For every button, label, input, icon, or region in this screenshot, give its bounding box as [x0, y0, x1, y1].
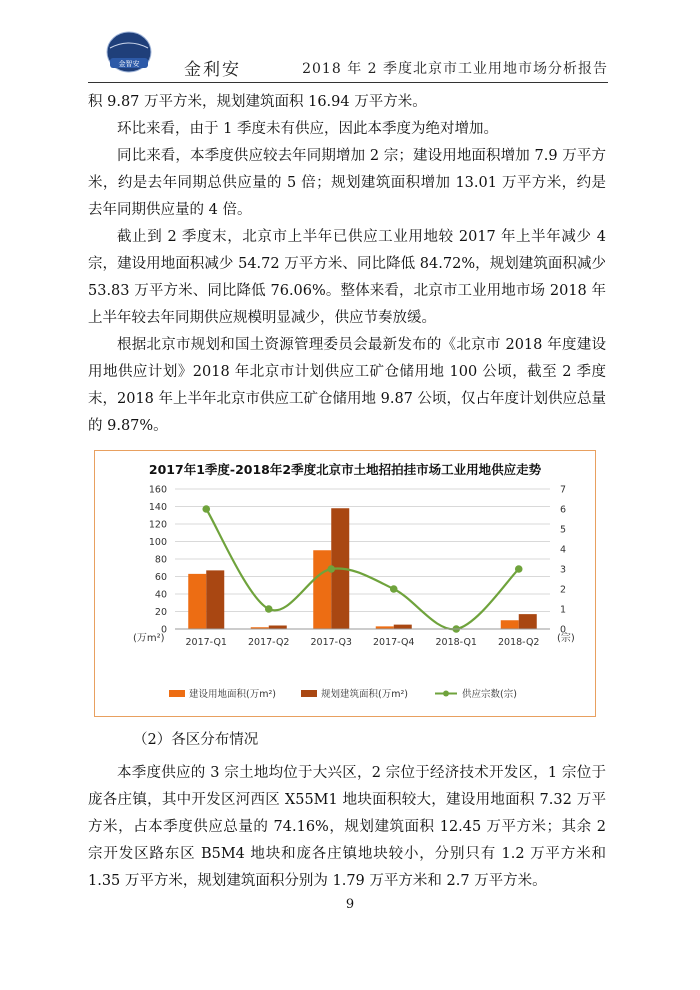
- paragraph-half-year: 截止到 2 季度末，北京市上半年已供应工业用地较 2017 年上半年减少 4 宗，建设用地面积减少 54.72 万平方米、同比降低 84.72%，规划建筑面积减少 53.83 万平方米、同比降低 76.06%。整体来看，北京市工业用地市场 2018 年上半年较去年同期供应规模明显减少，供应节奏放缓。: [88, 229, 606, 326]
- legend-building-area: 规划建筑面积(万m²): [321, 689, 408, 700]
- left-tick-label: 160: [148, 484, 167, 496]
- x-tick-label: 2017-Q1: [185, 637, 227, 648]
- legend-count: 供应宗数(宗): [462, 689, 517, 700]
- left-tick-label: 140: [148, 502, 167, 513]
- count-marker: [265, 605, 273, 613]
- bar-building-area: [519, 614, 537, 629]
- right-tick-label: 0: [560, 624, 567, 636]
- body-text-bottom: [88, 760, 606, 895]
- count-marker: [515, 565, 523, 573]
- section-heading: （2）各区分布情况: [133, 732, 259, 748]
- legend-swatch-building-area: [301, 690, 317, 697]
- left-tick-label: 80: [154, 554, 167, 566]
- chart-legend: [169, 688, 517, 700]
- body-text-top: [88, 89, 606, 440]
- chart-svg: [95, 451, 595, 716]
- left-tick-label: 60: [154, 572, 167, 583]
- report-title: 2018 年 2 季度北京市工业用地市场分析报告: [302, 61, 608, 77]
- right-tick-label: 3: [560, 564, 567, 576]
- left-tick-label: 120: [148, 519, 167, 531]
- right-tick-label: 6: [560, 504, 567, 516]
- left-tick-label: 20: [154, 607, 167, 618]
- right-tick-label: 5: [560, 524, 567, 536]
- count-marker: [327, 565, 335, 573]
- brand-name: 金利安: [184, 60, 241, 80]
- count-marker: [390, 585, 398, 593]
- page-number: 9: [345, 897, 355, 912]
- paragraph-yoy: 同比来看，本季度供应较去年同期增加 2 宗；建设用地面积增加 7.9 万平方米，约是去年同期总供应量的 5 倍；规划建筑面积增加 13.01 万平方米，约是去年同期供应量的 4 倍。: [88, 148, 606, 218]
- x-tick-label: 2017-Q3: [310, 637, 352, 648]
- logo-text: 金智安: [118, 60, 140, 68]
- right-tick-label: 7: [560, 484, 567, 496]
- paragraph-plan: 根据北京市规划和国土资源管理委员会最新发布的《北京市 2018 年度建设用地供应计划》2018 年北京市计划供应工矿仓储用地 100 公顷，截至 2 季度末，2018 年上半年北京市供应工矿仓储用地 9.87 公顷，仅占年度计划供应总量的 9.87%。: [88, 337, 607, 434]
- bar-building-area: [269, 626, 287, 630]
- company-logo: [104, 30, 154, 76]
- page-header: [88, 30, 608, 84]
- left-tick-label: 0: [160, 624, 167, 636]
- x-tick-label: 2017-Q4: [373, 637, 415, 648]
- paragraph-continuation: 积 9.87 万平方米，规划建筑面积 16.94 万平方米。: [88, 94, 427, 110]
- supply-trend-chart: [94, 450, 596, 717]
- chart-title: 2017年1季度-2018年2季度北京市土地招拍挂市场工业用地供应走势: [148, 462, 542, 477]
- x-tick-label: 2018-Q2: [498, 637, 540, 648]
- bar-building-area: [206, 570, 224, 629]
- legend-swatch-land-area: [169, 690, 185, 697]
- bar-land-area: [188, 574, 206, 629]
- header-divider: [88, 82, 608, 83]
- x-tick-label: 2017-Q2: [248, 637, 290, 648]
- count-marker: [202, 505, 210, 513]
- left-tick-label: 40: [154, 589, 167, 601]
- right-axis-unit: (宗): [557, 633, 575, 644]
- bar-building-area: [394, 625, 412, 629]
- legend-land-area: 建设用地面积(万m²): [189, 689, 276, 700]
- bar-land-area: [501, 620, 519, 629]
- right-tick-label: 4: [560, 544, 567, 556]
- paragraph-district: 本季度供应的 3 宗土地均位于大兴区，2 宗位于经济技术开发区，1 宗位于庞各庄镇，其中开发区河西区 X55M1 地块面积较大，建设用地面积 7.32 万平方米，占本季度供应总量的 74.16%，规划建筑面积 12.45 万平方米；其余 2 宗开发区路东区 B5M4 地块和庞各庄镇地块较小，分别只有 1.2 万平方米和 1.35 万平方米，规划建筑面积分别为 1.79 万平方米和 2.7 万平方米。: [88, 765, 606, 889]
- left-tick-label: 100: [148, 537, 167, 548]
- right-tick-label: 1: [560, 604, 567, 616]
- left-axis-unit: (万m²): [133, 633, 165, 644]
- bar-land-area: [313, 550, 331, 629]
- x-tick-label: 2018-Q1: [435, 637, 477, 648]
- right-tick-label: 2: [560, 584, 567, 596]
- legend-swatch-count-marker: [443, 691, 449, 697]
- paragraph-qoq: 环比来看，由于 1 季度未有供应，因此本季度为绝对增加。: [117, 121, 498, 137]
